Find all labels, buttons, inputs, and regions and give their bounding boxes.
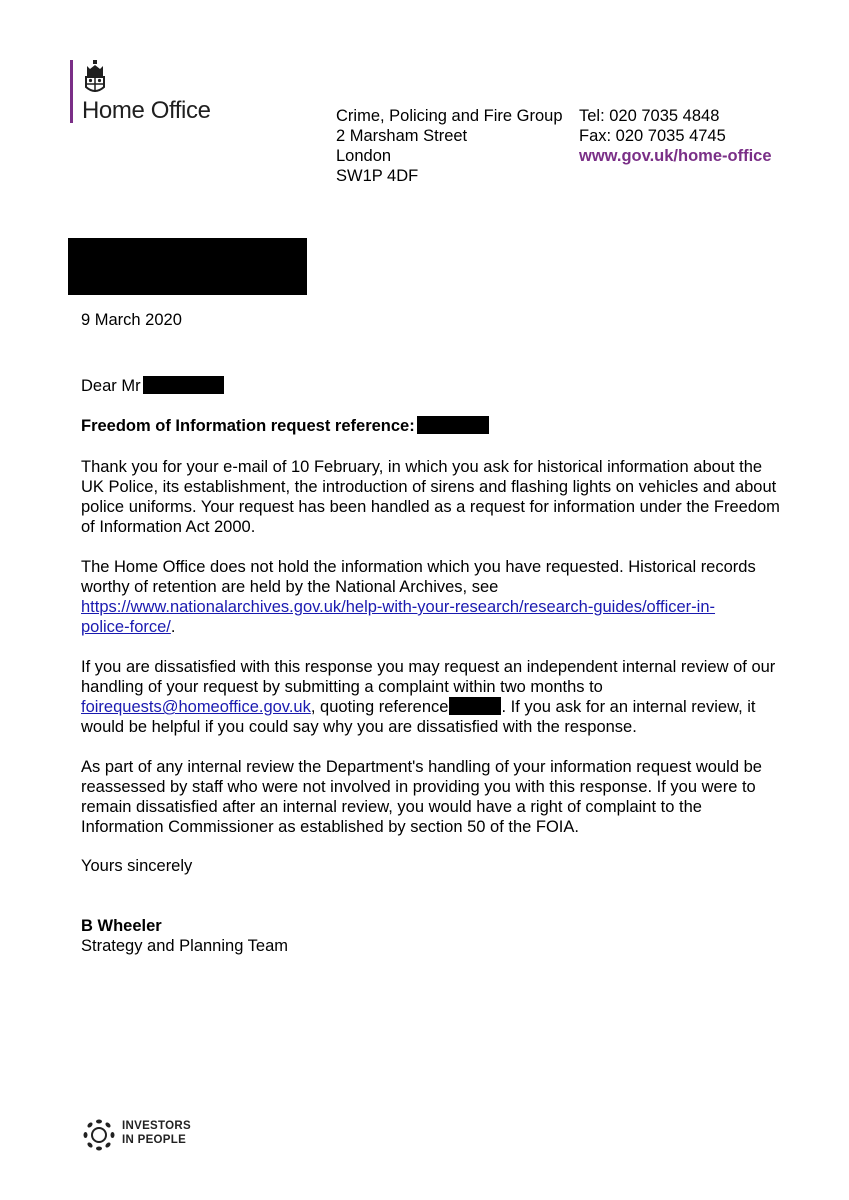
home-office-logo-text: Home Office — [82, 97, 211, 124]
reference-redaction — [417, 416, 489, 434]
address-line: 2 Marsham Street — [336, 127, 468, 145]
foi-email-link[interactable]: foirequests@homeoffice.gov.uk — [81, 698, 311, 716]
salutation-text: Dear Mr — [81, 377, 141, 395]
royal-crest-icon — [82, 60, 108, 96]
signatory-name: B Wheeler — [81, 917, 162, 935]
signatory-team: Strategy and Planning Team — [81, 937, 288, 955]
sender-address — [336, 106, 563, 186]
website-link[interactable]: www.gov.uk/home-office — [579, 147, 772, 165]
paragraph-complaint-rights: As part of any internal review the Department's handling of your information request would be reassessed by staff who were not involved in providing you with this response. If you were to remain dissatisfied after an internal review, you would have a right of complaint to the Information Commissioner as established by section 50 of the FOIA. — [81, 758, 762, 836]
salutation — [81, 376, 224, 396]
address-line: Crime, Policing and Fire Group — [336, 107, 563, 125]
paragraph-not-held — [81, 557, 781, 637]
recipient-name-redaction — [143, 376, 224, 394]
iip-line: INVESTORS — [122, 1120, 191, 1132]
paragraph-acknowledgement: Thank you for your e-mail of 10 February, in which you ask for historical information about the UK Police, its establishment, the introduction of sirens and flashing lights on vehicles and about police uniforms. Your request has been handled as a request for information under the Freedom of Information Act 2000. — [81, 458, 780, 536]
subject-text: Freedom of Information request reference: — [81, 417, 415, 435]
iip-line: IN PEOPLE — [122, 1134, 187, 1146]
closing: Yours sincerely — [81, 857, 193, 875]
subject-line — [81, 416, 489, 436]
contact-details — [579, 106, 772, 166]
paragraph-internal-review — [81, 657, 781, 737]
investors-in-people-wreath-icon — [82, 1118, 116, 1152]
address-line: SW1P 4DF — [336, 167, 419, 185]
reference-redaction — [449, 697, 501, 715]
national-archives-link-continued[interactable]: police-force/ — [81, 618, 171, 636]
letter-date: 9 March 2020 — [81, 311, 182, 329]
national-archives-link[interactable]: https://www.nationalarchives.gov.uk/help-with-your-research/research-guides/officer-in- — [81, 598, 716, 616]
paragraph-end: . — [170, 618, 176, 636]
home-office-logo-bar — [70, 60, 73, 123]
paragraph-text: . If you ask for an internal review, it would be helpful if you could say why you are dissatisfied with the response. — [81, 698, 756, 736]
recipient-address-redaction — [68, 238, 307, 295]
paragraph-text: , quoting reference — [310, 698, 449, 716]
paragraph-text: If you are dissatisfied with this response you may request an independent internal review of our handling of your request by submitting a complaint within two months to — [81, 658, 776, 696]
investors-in-people-text — [122, 1119, 191, 1147]
fax: Fax: 020 7035 4745 — [579, 127, 726, 145]
address-line: London — [336, 147, 392, 165]
telephone: Tel: 020 7035 4848 — [579, 107, 720, 125]
paragraph-text: The Home Office does not hold the information which you have requested. Historical records worthy of retention are held by the National Archives, see — [81, 558, 756, 596]
